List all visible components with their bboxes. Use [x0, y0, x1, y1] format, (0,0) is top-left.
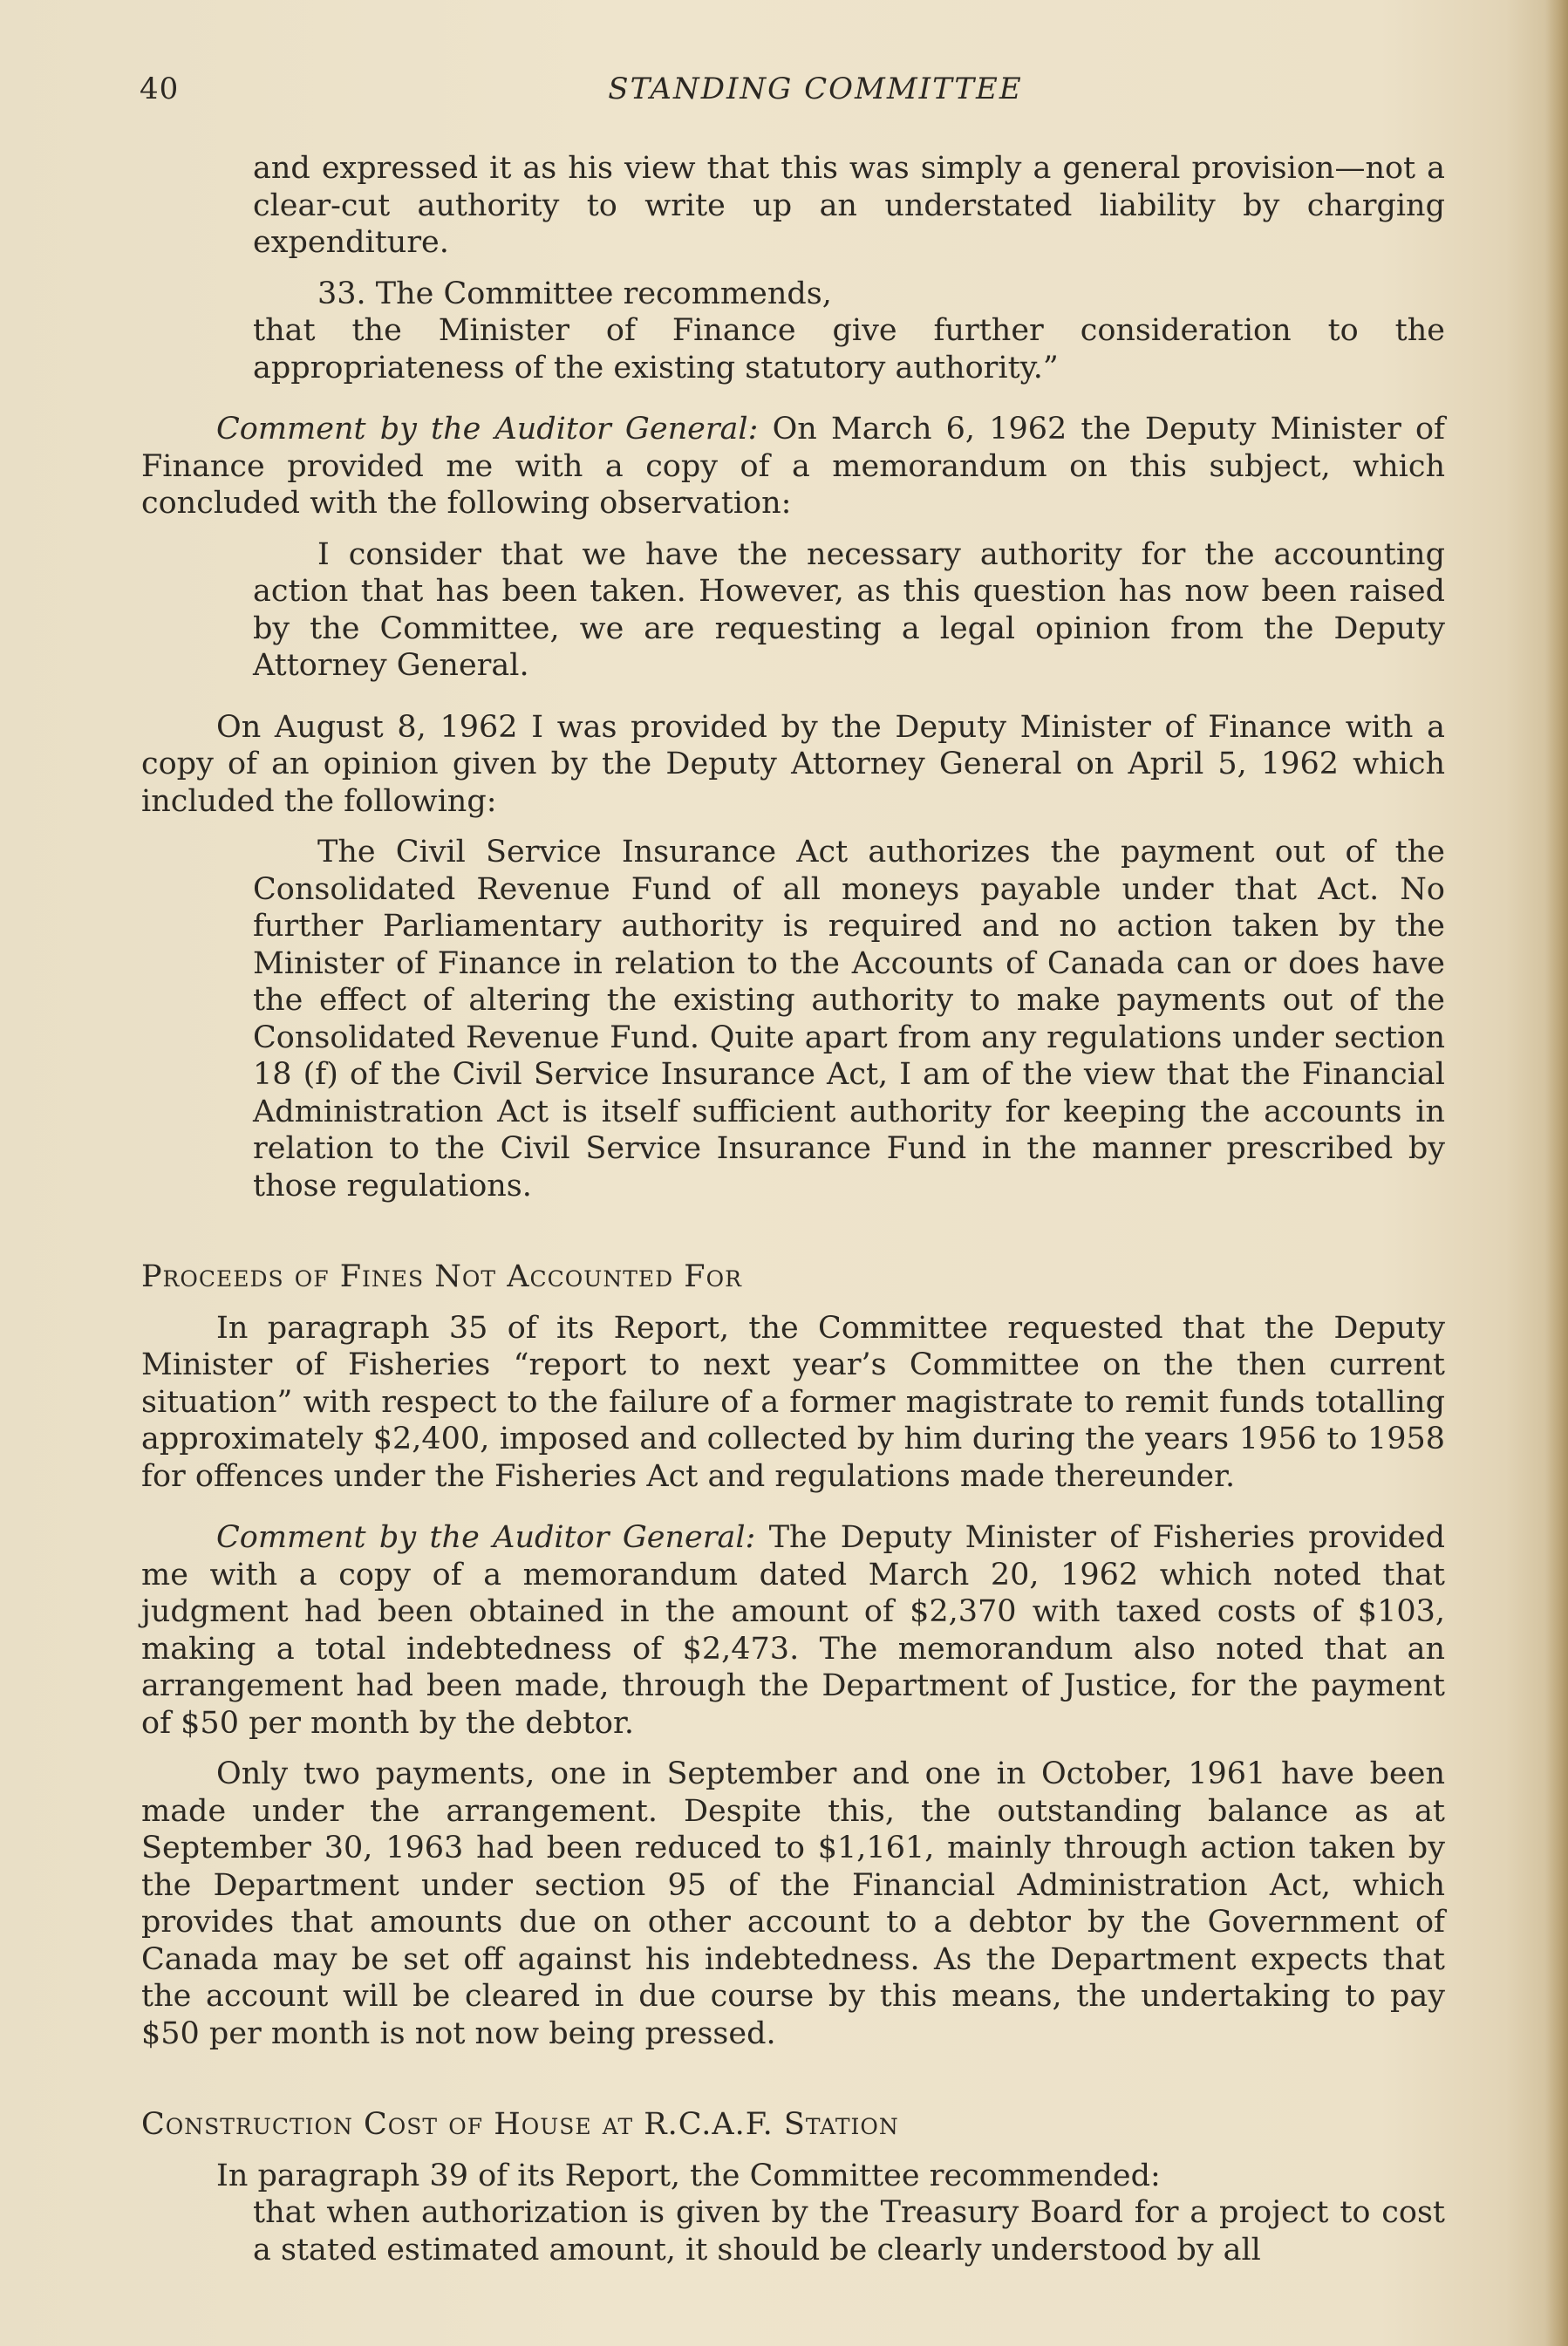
- paragraph-text: The Deputy Minister of Fisheries provided me with a copy of a memorandum dated March 20, 1962 which noted that judgment had been obtained in the amount of $2,370 with taxed costs of $103, making a total indebtedness of $2,473. The memorandum also noted that an arrangement had been made, through the Department of Justice, for the payment of $50 per month by the debtor.: [141, 1520, 1445, 1741]
- body-paragraph: In paragraph 35 of its Report, the Committee requested that the Deputy Minister of Fisheries “report to next year’s Committee on the then current situation” with respect to the failure of a former magistrate to remit funds totalling approximately $2,400, imposed and collected by him during the years 1956 to 1958 for offences under the Fisheries Act and regulations made thereunder.: [141, 1310, 1445, 1494]
- paragraph-text: On March 6, 1962 the Deputy Minister of Finance provided me with a copy of a memorandum on this subject, which concluded with the following observation:: [141, 412, 1445, 521]
- quoted-recommendation: that when authorization is given by the Treasury Board for a project to cost a stated estimated amount, it should be clearly understood by all: [253, 2195, 1445, 2268]
- comment-lead: Comment by the Auditor General:: [216, 1520, 756, 1555]
- body-paragraph: [141, 411, 1445, 522]
- block-quote: I consider that we have the necessary authority for the accounting action that has been taken. However, as this question has now been raised by the Committee, we are requesting a legal opinion from the Deputy Attorney General.: [253, 536, 1445, 683]
- block-quote: The Civil Service Insurance Act authorizes the payment out of the Consolidated Revenue Fund of all moneys payable under that Act. No further Parliamentary authority is required and no action taken by the Minister of Finance in relation to the Accounts of Canada can or does have the effect of altering the existing authority to make payments out of the Consolidated Revenue Fund. Quite apart from any regulations under section 18 (f) of the Civil Service Insurance Act, I am of the view that the Financial Administration Act is itself sufficient authority for keeping the accounts in relation to the Civil Service Insurance Fund in the manner prescribed by those regulations.: [253, 835, 1445, 1204]
- body-paragraph: In paragraph 39 of its Report, the Committee recommended:: [216, 2158, 1161, 2193]
- page-edge-shadow: [1545, 0, 1568, 2346]
- section-heading: Proceeds of Fines Not Accounted For: [141, 1259, 742, 1294]
- page-body: [141, 150, 1445, 2268]
- quoted-recommendation: that the Minister of Finance give further consideration to the appropriateness of the existing statutory authority.”: [253, 313, 1445, 385]
- page-header: [140, 72, 1448, 124]
- page-number: 40: [140, 72, 180, 106]
- body-paragraph: [141, 1519, 1445, 1742]
- section-heading: Construction Cost of House at R.C.A.F. Station: [141, 2107, 899, 2142]
- comment-lead: Comment by the Auditor General:: [216, 412, 759, 447]
- recommendation-intro: 33. The Committee recommends,: [317, 276, 832, 311]
- body-paragraph: Only two payments, one in September and one in October, 1961 have been made under the arrangement. Despite this, the outstanding balance as at September 30, 1963 had been reduced to $1,161, mainly through action taken by the Department under section 95 of the Financial Administration Act, which provides that amounts due on other account to a debtor by the Government of Canada may be set off against his indebtedness. As the Department expects that the account will be cleared in due course by this means, the undertaking to pay $50 per month is not now being pressed.: [141, 1756, 1445, 2051]
- running-head: STANDING COMMITTEE: [608, 72, 1023, 106]
- body-paragraph: On August 8, 1962 I was provided by the Deputy Minister of Finance with a copy of an opinion given by the Deputy Attorney General on April 5, 1962 which included the following:: [141, 709, 1445, 819]
- quoted-paragraph: and expressed it as his view that this was simply a general provision—not a clear-cut authority to write up an understated liability by charging expenditure.: [253, 151, 1445, 260]
